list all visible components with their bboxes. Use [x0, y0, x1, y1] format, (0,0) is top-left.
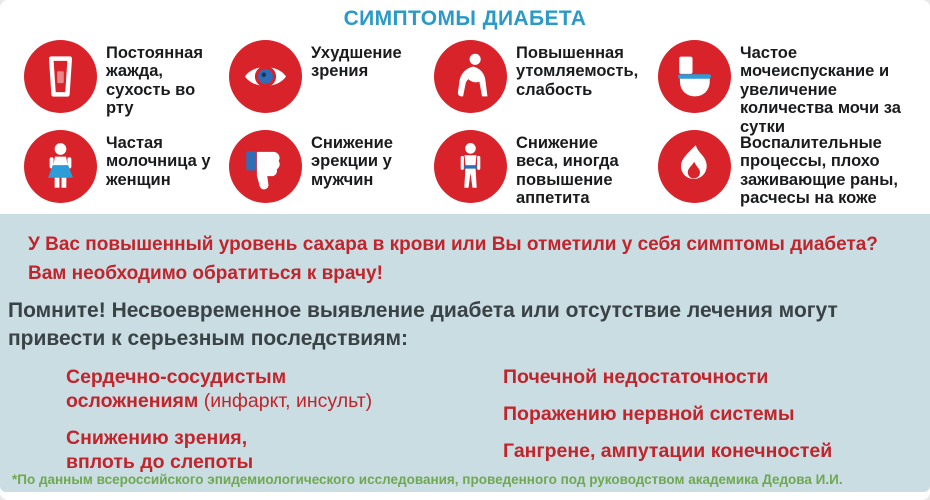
consequences-right-column	[503, 365, 930, 488]
consequence-cardio	[66, 365, 483, 413]
consequence-text: осложнениям	[66, 389, 199, 412]
symptom-label: Снижение веса, иногда повышение аппетита	[516, 134, 619, 208]
consequence-text-normal: (инфаркт, инсульт)	[198, 389, 373, 412]
consequence-text: Сердечно-сосудистым	[66, 365, 287, 388]
warning-line-2: Вам необходимо обратиться к врачу!	[28, 262, 383, 284]
symptom-label: Воспалительные процессы, плохо заживающие раны, расчесы на коже	[740, 134, 898, 208]
symptom-item-thirst	[24, 37, 229, 127]
symptom-item-weight-loss	[434, 127, 658, 217]
page-title: СИМПТОМЫ ДИАБЕТА	[343, 7, 587, 30]
footnote: *По данным всероссийского эпидемиологического исследования, проведенного под руководством академика Дедова И.И.	[12, 472, 843, 487]
symptom-item-erection	[229, 127, 434, 217]
symptom-item-fatigue	[434, 37, 658, 127]
flame-icon	[658, 130, 731, 203]
consequence-text: Снижению зрения,	[66, 427, 248, 450]
consequence-gangrene: Гангрене, ампутации конечностей	[503, 440, 833, 463]
advice-panel	[0, 214, 930, 492]
woman-icon	[24, 130, 97, 203]
consequence-blindness	[66, 426, 483, 474]
tired-person-icon	[434, 40, 507, 113]
thumbs-down-icon	[229, 130, 302, 203]
glass-icon	[24, 40, 97, 113]
warning-text	[0, 214, 930, 288]
consequence-renal: Почечной недостаточности	[503, 365, 769, 388]
symptom-label: Постоянная жажда, сухость во рту	[106, 44, 203, 118]
consequences	[0, 365, 930, 488]
consequences-left-column	[66, 365, 483, 488]
symptom-label: Частая молочница у женщин	[106, 134, 211, 189]
toilet-icon	[658, 40, 731, 113]
consequence-nervous: Поражению нервной системы	[503, 402, 795, 425]
reminder-text: Помните! Несвоевременное выявление диабета или отсутствие лечения могут привести к серьезным последствиям:	[8, 299, 838, 351]
thin-person-icon	[434, 130, 507, 203]
consequence-text: вплоть до слепоты	[66, 451, 254, 474]
symptom-item-inflammation	[658, 127, 920, 217]
warning-line-1: У Вас повышенный уровень сахара в крови или Вы отметили у себя симптомы диабета?	[28, 234, 878, 255]
symptom-label: Ухудшение зрения	[311, 44, 402, 81]
symptom-label: Частое мочеиспускание и увеличение количества мочи за сутки	[740, 44, 901, 136]
symptom-item-vision	[229, 37, 434, 127]
symptom-item-urination	[658, 37, 920, 136]
symptom-grid	[24, 37, 920, 217]
eye-icon	[229, 40, 302, 113]
symptom-label: Снижение эрекции у мужчин	[311, 134, 393, 189]
symptom-label: Повышенная утомляемость, слабость	[516, 44, 639, 99]
symptom-item-thrush	[24, 127, 229, 217]
